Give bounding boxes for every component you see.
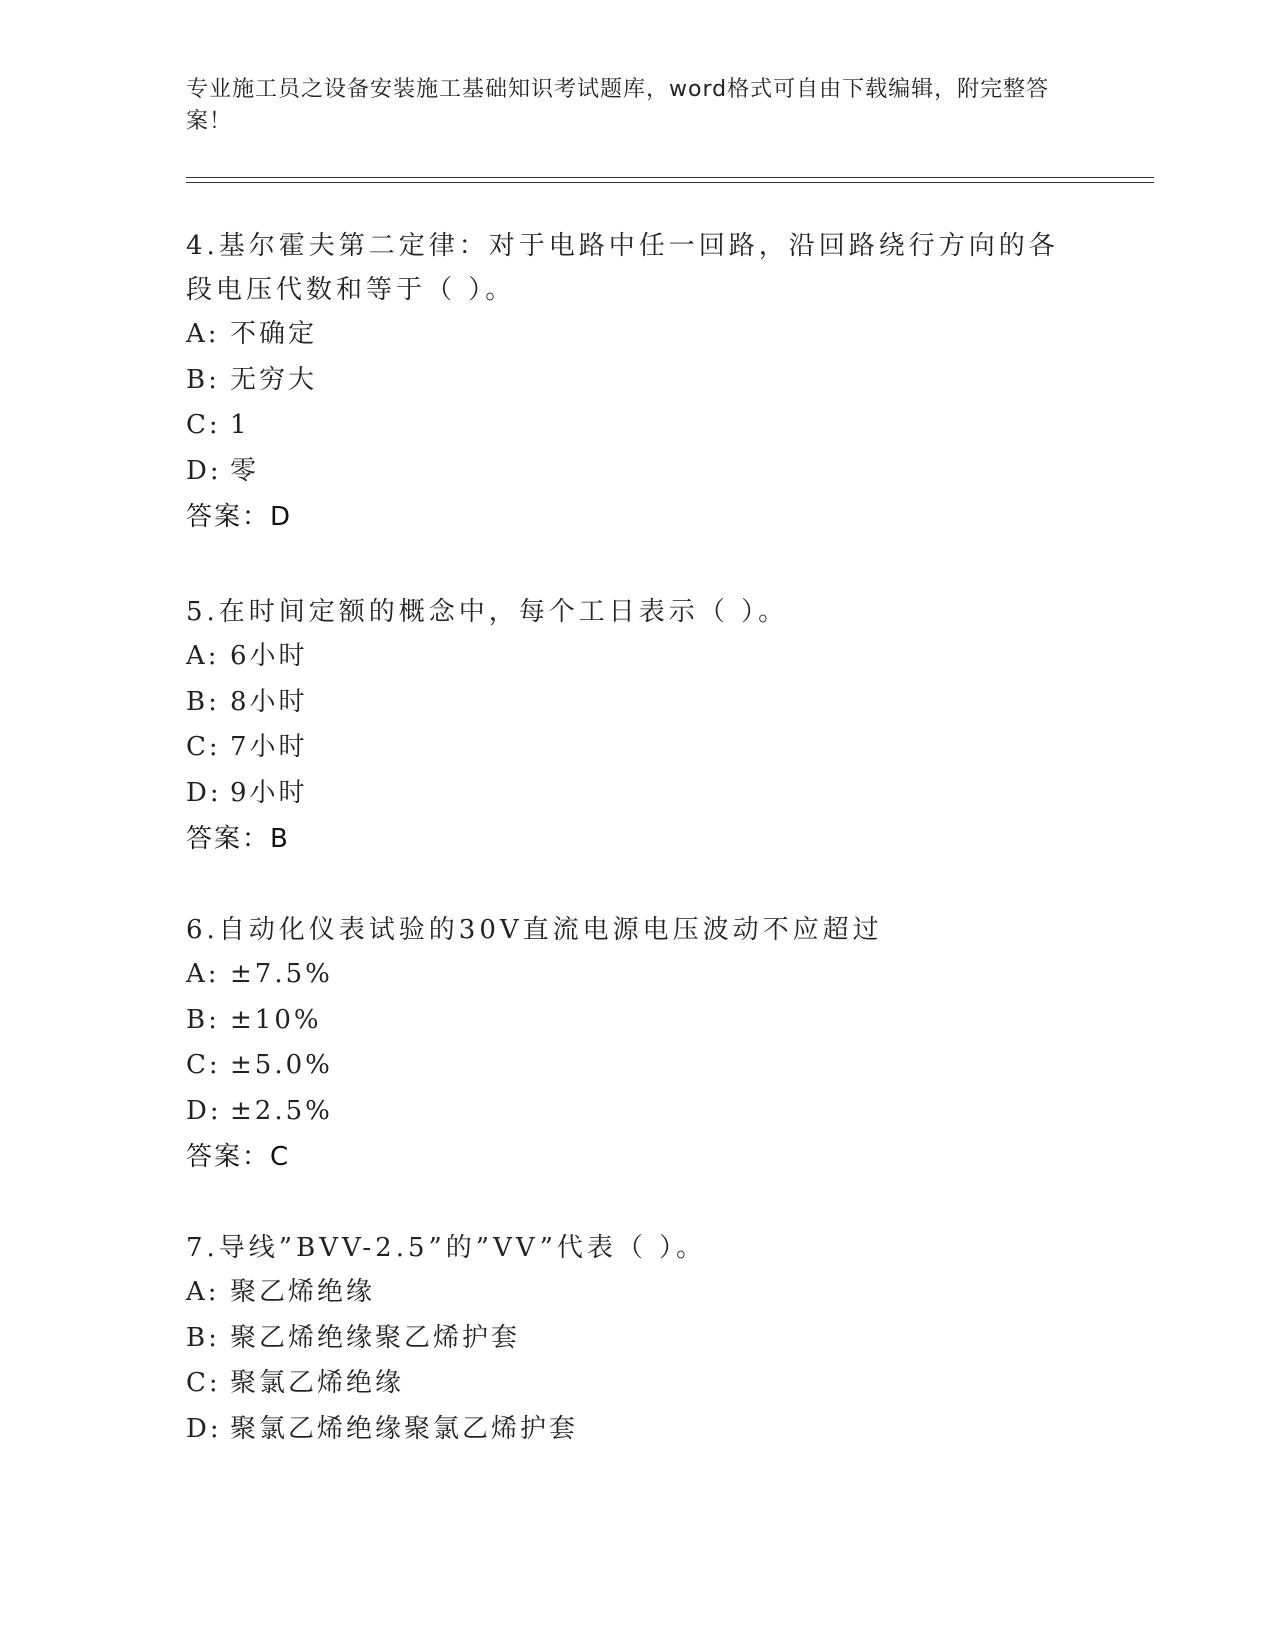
option-b bbox=[186, 680, 1066, 726]
option-d bbox=[186, 449, 1066, 495]
option-b bbox=[186, 998, 1066, 1044]
option-letter: A: bbox=[186, 319, 220, 349]
option-text: ±2.5% bbox=[230, 1095, 333, 1126]
option-b bbox=[186, 1316, 1066, 1362]
option-letter: A: bbox=[186, 641, 220, 671]
option-text: 6小时 bbox=[230, 641, 308, 671]
option-a bbox=[186, 1270, 1066, 1316]
option-a bbox=[186, 312, 1066, 358]
option-text: 聚乙烯绝缘 bbox=[230, 1277, 376, 1307]
option-letter: B: bbox=[186, 686, 220, 717]
question-5 bbox=[186, 590, 1066, 862]
header-divider-bottom bbox=[186, 182, 1154, 183]
header-divider-top bbox=[186, 177, 1154, 178]
question-7 bbox=[186, 1226, 1066, 1452]
question-stem: 7.导线”BVV-2.5”的”VV”代表（ ）。 bbox=[186, 1233, 707, 1263]
answer-line: 答案：D bbox=[186, 502, 293, 532]
option-letter: C: bbox=[186, 1050, 221, 1080]
option-text: ±5.0% bbox=[230, 1050, 333, 1080]
option-letter: A: bbox=[186, 959, 220, 989]
option-a bbox=[186, 952, 1066, 998]
option-text: 8小时 bbox=[230, 686, 308, 717]
option-text: 零 bbox=[230, 455, 260, 486]
option-letter: C: bbox=[186, 1368, 221, 1398]
question-stem: 4.基尔霍夫第二定律：对于电路中任一回路，沿回路绕行方向的各段电压代数和等于（ ）。 bbox=[186, 231, 1059, 305]
option-letter: C: bbox=[186, 410, 221, 440]
option-letter: D: bbox=[186, 1095, 222, 1126]
option-letter: B: bbox=[186, 364, 220, 395]
option-d bbox=[186, 1089, 1066, 1135]
option-a bbox=[186, 634, 1066, 680]
option-text: ±7.5% bbox=[230, 959, 333, 989]
answer-line: 答案：B bbox=[186, 824, 290, 854]
option-letter: B: bbox=[186, 1004, 220, 1035]
option-d bbox=[186, 1407, 1066, 1453]
question-4 bbox=[186, 224, 1066, 540]
option-text: 无穷大 bbox=[230, 364, 318, 395]
option-text: 1 bbox=[230, 410, 250, 440]
question-stem: 6.自动化仪表试验的30V直流电源电压波动不应超过 bbox=[186, 915, 883, 945]
option-text: 聚氯乙烯绝缘 bbox=[230, 1368, 405, 1398]
option-text: 聚乙烯绝缘聚乙烯护套 bbox=[230, 1322, 521, 1353]
option-c bbox=[186, 1043, 1066, 1089]
option-letter: B: bbox=[186, 1322, 220, 1353]
option-b bbox=[186, 358, 1066, 404]
option-letter: D: bbox=[186, 1413, 222, 1444]
option-text: 7小时 bbox=[230, 732, 308, 762]
option-text: ±10% bbox=[230, 1004, 322, 1035]
option-c bbox=[186, 403, 1066, 449]
question-stem: 5.在时间定额的概念中，每个工日表示（ ）。 bbox=[186, 597, 789, 627]
option-letter: C: bbox=[186, 732, 221, 762]
answer-line: 答案：C bbox=[186, 1142, 291, 1172]
option-text: 不确定 bbox=[230, 319, 318, 349]
question-6 bbox=[186, 908, 1066, 1180]
option-text: 9小时 bbox=[230, 777, 308, 808]
option-text: 聚氯乙烯绝缘聚氯乙烯护套 bbox=[230, 1413, 579, 1444]
option-d bbox=[186, 771, 1066, 817]
option-letter: D: bbox=[186, 777, 222, 808]
option-c bbox=[186, 1361, 1066, 1407]
option-letter: D: bbox=[186, 455, 222, 486]
option-c bbox=[186, 725, 1066, 771]
document-header bbox=[186, 74, 1066, 138]
header-title: 专业施工员之设备安装施工基础知识考试题库，word格式可自由下载编辑，附完整答案！ bbox=[186, 77, 1050, 134]
option-letter: A: bbox=[186, 1277, 220, 1307]
